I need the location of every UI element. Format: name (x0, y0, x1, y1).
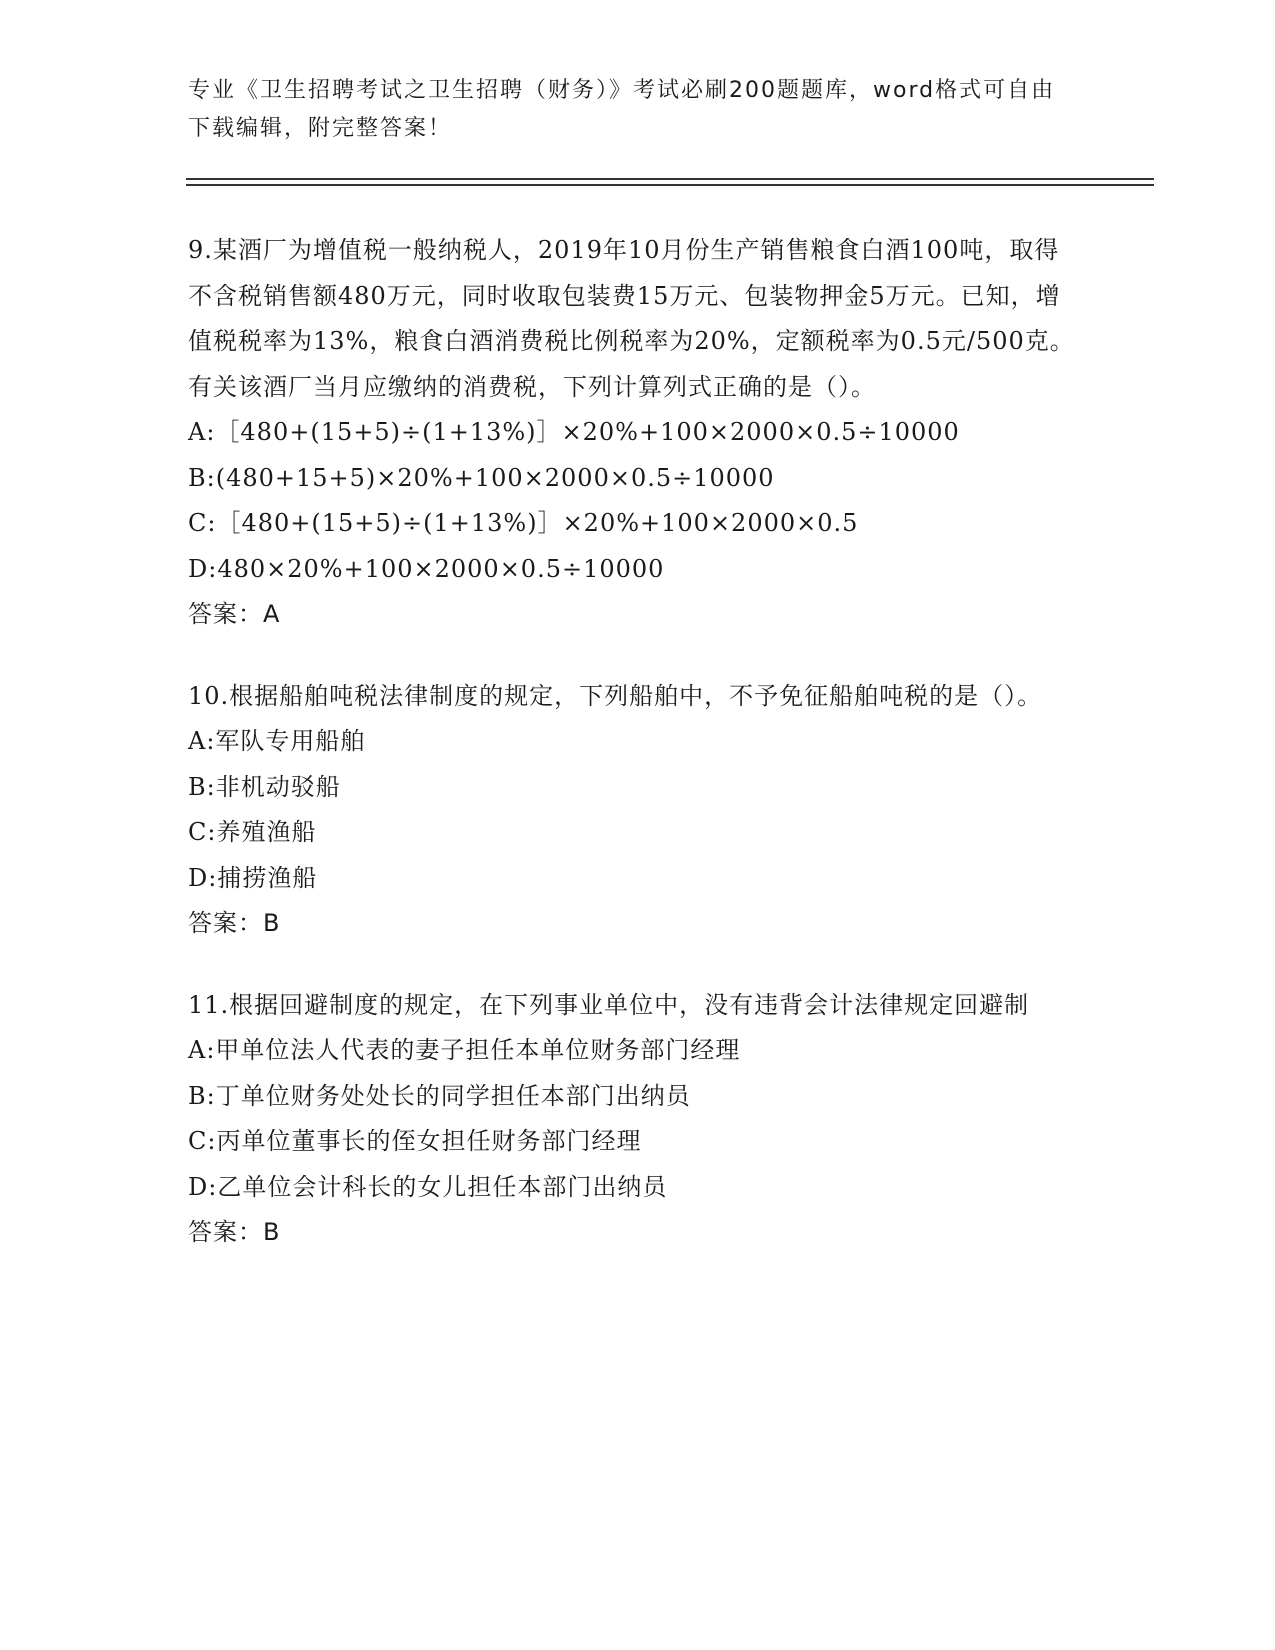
question-10 (188, 674, 1083, 947)
option-b: B:(480+15+5)×20%+100×2000×0.5÷10000 (188, 463, 775, 492)
document-header (188, 72, 1068, 148)
option-c: C:丙单位董事长的侄女担任财务部门经理 (188, 1127, 642, 1155)
question-list (188, 228, 1083, 1292)
option-b: B:丁单位财务处处长的同学担任本部门出纳员 (188, 1081, 691, 1110)
answer-label: 答案：A (188, 600, 281, 628)
option-c: C:［480+(15+5)÷(1+13%)］×20%+100×2000×0.5 (188, 509, 859, 537)
option-d: D:乙单位会计科长的女儿担任本部门出纳员 (188, 1172, 668, 1201)
option-b: B:非机动驳船 (188, 772, 341, 801)
option-a: A:［480+(15+5)÷(1+13%)］×20%+100×2000×0.5÷10000 (188, 418, 960, 446)
question-9 (188, 228, 1083, 638)
header-divider-top (186, 178, 1154, 180)
question-stem: 9.某酒厂为增值税一般纳税人，2019年10月份生产销售粮食白酒100吨，取得不含税销售额480万元，同时收取包装费15万元、包装物押金5万元。已知，增值税税率为13%，粮食白酒消费税比例税率为20%，定额税率为0.5元/500克。有关该酒厂当月应缴纳的消费税，下列计算列式正确的是（）。 (188, 236, 1075, 401)
question-stem: 10.根据船舶吨税法律制度的规定，下列船舶中，不予免征船舶吨税的是（）。 (188, 681, 1043, 710)
option-d: D:480×20%+100×2000×0.5÷10000 (188, 554, 665, 583)
option-a: A:军队专用船舶 (188, 727, 366, 755)
answer-label: 答案：B (188, 1218, 281, 1246)
header-divider-bottom (186, 184, 1154, 186)
header-text: 专业《卫生招聘考试之卫生招聘（财务）》考试必刷200题题库，word格式可自由下载编辑，附完整答案！ (188, 78, 1056, 141)
option-c: C:养殖渔船 (188, 818, 317, 846)
option-a: A:甲单位法人代表的妻子担任本单位财务部门经理 (188, 1036, 741, 1064)
option-d: D:捕捞渔船 (188, 863, 318, 892)
answer-label: 答案：B (188, 909, 281, 937)
question-11 (188, 983, 1083, 1256)
question-stem: 11.根据回避制度的规定，在下列事业单位中，没有违背会计法律规定回避制 (188, 990, 1030, 1019)
